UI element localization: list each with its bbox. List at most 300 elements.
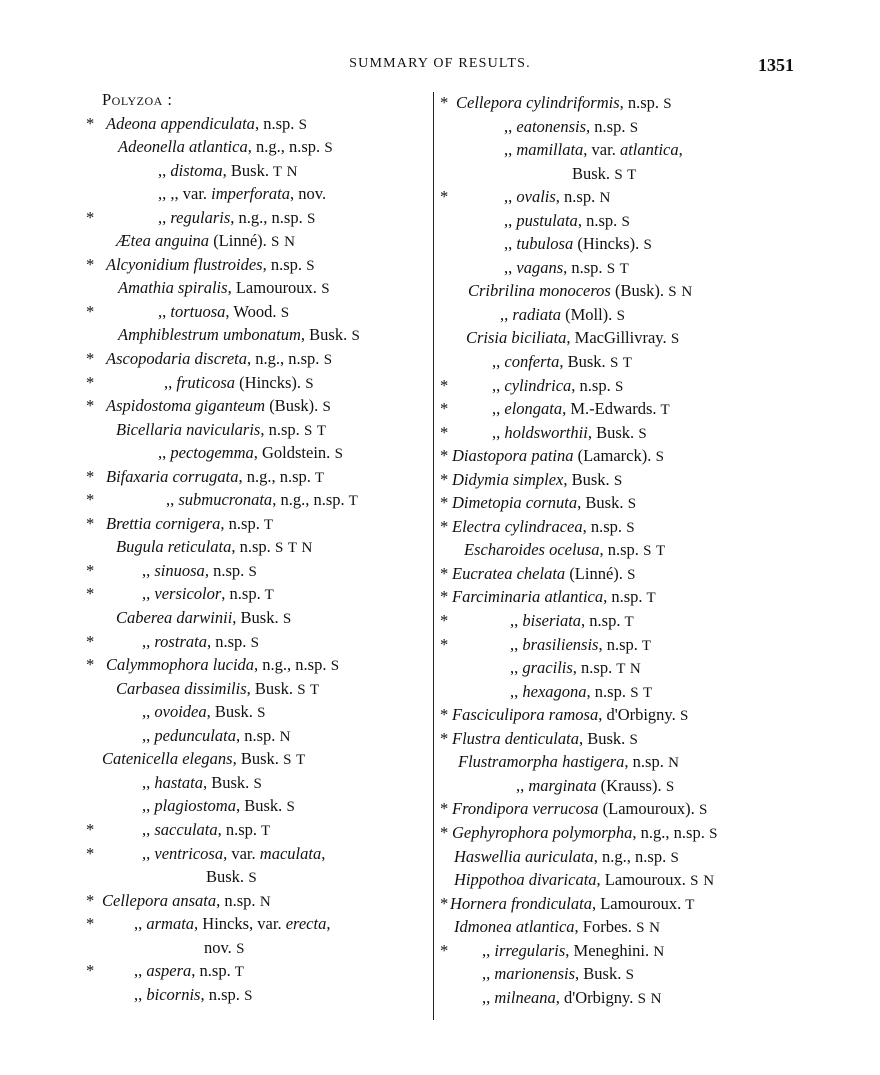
entry-row — [86, 724, 432, 748]
authority: , Lamouroux. — [596, 870, 686, 890]
locality-codes: S T — [278, 752, 306, 769]
authority-suffix: , — [321, 843, 326, 863]
authority: (Hincks). — [235, 372, 302, 392]
locality-codes: N — [663, 755, 680, 772]
authority: , n.g., n.sp. — [238, 466, 311, 486]
genus-name: Brettia — [106, 513, 156, 533]
entry-text — [510, 609, 634, 635]
entry-row — [86, 959, 432, 983]
entry-text — [142, 630, 259, 656]
entry-row — [86, 512, 432, 536]
locality-codes: S — [625, 731, 639, 748]
species-name: brasiliensis — [522, 634, 599, 654]
entry-text — [134, 912, 330, 936]
locality-codes: S — [347, 328, 361, 345]
locality-codes: S T — [625, 684, 653, 701]
species-name: tortuosa — [170, 301, 226, 321]
locality-codes: S T — [638, 543, 666, 560]
entry-row — [86, 983, 432, 1007]
new-record-asterisk: * — [86, 560, 95, 580]
authority: , Lamouroux. — [227, 278, 317, 298]
entry-row — [440, 185, 800, 209]
entry-text — [166, 488, 358, 514]
species-name: marginata — [528, 775, 597, 795]
authority: , M.-Edwards. — [562, 399, 657, 419]
authority: , var. — [583, 140, 620, 160]
ditto-mark: ,, — [504, 140, 517, 160]
species-name: ventricosa — [154, 843, 224, 863]
genus-name: Adeonella — [118, 137, 190, 157]
locality-codes: S — [294, 116, 308, 133]
ditto-mark: ,, — [504, 116, 517, 136]
genus-name: Amathia — [118, 278, 179, 298]
entry-row — [86, 300, 432, 324]
species-name: spiralis — [178, 278, 228, 298]
species-name: distoma — [170, 160, 223, 180]
new-record-asterisk: * — [440, 611, 449, 631]
entry-text — [106, 653, 340, 679]
ditto-mark: ,, — [134, 961, 147, 981]
entry-row — [440, 727, 800, 751]
authority: , n.sp. — [624, 752, 664, 772]
locality-codes: S — [666, 849, 680, 866]
locality-codes: S — [326, 658, 340, 675]
entry-text — [450, 892, 695, 918]
new-record-asterisk: * — [86, 914, 95, 934]
species-name: pedunculata — [154, 725, 236, 745]
entry-text — [454, 915, 661, 941]
genus-name: Adeona — [106, 113, 161, 133]
genus-name: Escharoides — [464, 540, 550, 560]
entry-row — [440, 821, 800, 845]
entry-row — [86, 323, 432, 347]
ditto-mark: ,, — [142, 796, 155, 816]
entry-row — [440, 703, 800, 727]
entry-text — [116, 677, 320, 703]
entry-row — [86, 253, 432, 277]
species-name: radiata — [512, 304, 561, 324]
authority: , n.sp. — [204, 560, 245, 580]
authority: , n.sp. — [260, 419, 300, 439]
genus-name: Frondipora — [452, 799, 533, 819]
authority: (Moll). — [560, 304, 613, 324]
entry-row — [86, 936, 432, 960]
entry-text — [142, 842, 325, 866]
authority: , n.sp. — [619, 93, 660, 112]
entry-row — [86, 488, 432, 512]
left-column — [86, 88, 432, 1006]
species-name: navicularis — [186, 419, 261, 439]
new-record-asterisk: * — [86, 113, 95, 133]
locality-codes: S — [634, 425, 648, 442]
entry-row — [440, 845, 800, 869]
genus-name: Idmonea — [454, 917, 516, 937]
authority: , n.sp. — [586, 681, 626, 701]
new-record-asterisk: * — [440, 493, 449, 513]
genus-name: Farciminaria — [452, 587, 545, 607]
entry-text — [452, 727, 638, 753]
species-name: rostrata — [154, 631, 207, 651]
entry-row — [86, 135, 432, 159]
new-record-asterisk: * — [440, 634, 449, 654]
genus-name: Caberea — [116, 608, 177, 628]
authority: , n.g., n.sp. — [254, 655, 327, 675]
locality-codes: S — [610, 378, 624, 395]
species-name: tubulosa — [516, 234, 574, 254]
new-record-asterisk: * — [86, 513, 95, 533]
locality-codes: T — [260, 587, 275, 604]
locality-codes: T — [257, 822, 271, 839]
authority: (Lamouroux). — [598, 799, 695, 819]
new-record-asterisk: * — [440, 375, 449, 395]
entry-text — [452, 468, 623, 494]
authority: , Wood. — [225, 301, 277, 321]
genus-name: Didymia — [452, 469, 513, 489]
entry-text — [516, 774, 675, 800]
authority: Busk. — [572, 163, 611, 183]
ditto-mark: ,, — [504, 234, 517, 254]
new-record-asterisk: * — [440, 399, 449, 419]
entry-text — [116, 418, 327, 444]
genus-name: Bugula — [116, 537, 168, 557]
species-name: marionensis — [494, 964, 576, 984]
authority: , n.sp. — [572, 658, 613, 678]
ditto-mark: ,, — [166, 490, 179, 510]
variety-name: maculata — [259, 843, 322, 863]
entry-row — [440, 750, 800, 774]
species-name: monoceros — [539, 281, 611, 301]
ditto-mark: ,, — [504, 210, 517, 230]
entry-row — [440, 609, 800, 633]
locality-codes: S — [639, 237, 653, 254]
ditto-mark: ,, — [142, 843, 155, 863]
ditto-mark: ,, — [134, 914, 147, 934]
column-divider — [433, 92, 434, 1020]
genus-name: Cribrilina — [468, 281, 540, 301]
locality-codes: S — [318, 399, 332, 416]
authority: (Linné). — [565, 563, 623, 583]
new-record-asterisk: * — [86, 466, 95, 486]
species-name: biciliata — [511, 328, 567, 348]
entry-text — [142, 771, 262, 797]
entry-text — [482, 986, 662, 1012]
locality-codes: S — [278, 611, 292, 628]
species-name: mamillata — [516, 140, 584, 160]
entry-text — [452, 444, 664, 470]
new-record-asterisk: * — [440, 705, 449, 725]
locality-codes: S — [320, 140, 334, 157]
new-record-asterisk: * — [86, 254, 95, 274]
locality-codes: S — [302, 257, 316, 274]
entry-text — [106, 347, 333, 373]
species-name: cylindrica — [504, 375, 572, 395]
locality-codes: S — [319, 352, 333, 369]
ditto-mark: ,, ,, — [158, 184, 183, 204]
species-name: anguina — [154, 231, 210, 251]
locality-codes: T — [259, 516, 274, 533]
entry-row — [440, 397, 800, 421]
locality-codes: S N — [685, 873, 715, 890]
entry-text — [142, 794, 295, 820]
genus-name: Flustramorpha — [458, 752, 563, 772]
entry-row — [86, 418, 432, 442]
authority: , n.g., n.sp. — [632, 822, 705, 842]
page-number: 1351 — [758, 55, 794, 75]
ditto-mark: ,, — [142, 819, 155, 839]
new-record-asterisk: * — [440, 446, 449, 466]
ditto-mark: ,, — [510, 634, 523, 654]
entry-row — [440, 256, 800, 280]
species-name: frondiculata — [510, 893, 592, 913]
species-name: pectogemma — [170, 443, 254, 463]
locality-codes: S — [651, 449, 665, 466]
entry-text — [572, 162, 637, 188]
ditto-mark: ,, — [142, 631, 155, 651]
genus-name: Ætea — [116, 231, 155, 251]
new-record-asterisk: * — [86, 301, 95, 321]
locality-codes: S N — [266, 234, 296, 251]
species-name: auriculata — [525, 846, 594, 866]
species-name: denticulata — [504, 728, 579, 748]
locality-codes: S — [244, 870, 258, 887]
right-column — [440, 91, 800, 1009]
entry-row — [440, 421, 800, 445]
authority: , Busk. — [232, 749, 279, 769]
entry-text — [204, 936, 245, 962]
locality-codes: S — [694, 802, 708, 819]
entry-row — [440, 939, 800, 963]
variety-name: imperforata — [211, 184, 291, 204]
locality-codes: S — [330, 446, 344, 463]
locality-codes: S — [704, 825, 718, 842]
entry-text — [454, 868, 715, 894]
entry-text — [158, 441, 343, 467]
genus-name: Ascopodaria — [106, 349, 195, 369]
entry-text — [464, 538, 666, 564]
locality-codes: N — [275, 728, 291, 745]
authority: , d'Orbigny. — [598, 705, 676, 725]
section-heading: Polyzoa : — [102, 90, 173, 109]
authority: , Busk. — [206, 702, 253, 722]
entry-text — [106, 465, 325, 491]
authority: , n.g., n.sp. — [593, 846, 667, 866]
authority: , d'Orbigny. — [555, 987, 634, 1007]
authority: , Busk. — [577, 493, 624, 513]
entry-row — [86, 794, 432, 818]
locality-codes: S — [666, 331, 680, 348]
entry-text — [142, 582, 274, 608]
authority: , n.sp. — [217, 819, 258, 839]
authority: , Busk. — [202, 772, 250, 792]
entry-text — [206, 865, 257, 891]
entry-text — [118, 276, 330, 302]
entry-row — [440, 491, 800, 515]
ditto-mark: ,, — [142, 772, 155, 792]
species-name: reticulata — [167, 537, 232, 557]
entry-row — [440, 892, 800, 916]
new-record-asterisk: * — [86, 396, 95, 416]
variety-name: erecta — [285, 914, 327, 934]
species-name: conferta — [504, 352, 560, 372]
entry-row — [86, 889, 432, 913]
entry-row — [86, 112, 432, 136]
authority: , Busk. — [559, 352, 606, 372]
ditto-mark: ,, — [164, 372, 177, 392]
ditto-mark: ,, — [500, 304, 513, 324]
locality-codes: N — [649, 943, 665, 960]
new-record-asterisk: * — [86, 843, 95, 863]
entry-text — [504, 138, 683, 162]
locality-codes: S — [621, 967, 635, 984]
locality-codes: S — [282, 799, 296, 816]
locality-codes: T N — [268, 163, 298, 180]
authority: , Hincks, var. — [194, 914, 286, 934]
new-record-asterisk: * — [440, 822, 449, 842]
locality-codes: S — [661, 778, 675, 795]
entry-row — [440, 91, 800, 115]
species-name: chelata — [516, 563, 566, 583]
authority: , Busk. — [575, 964, 622, 984]
ditto-mark: ,, — [492, 352, 505, 372]
locality-codes: S — [617, 213, 631, 230]
authority: , n.sp. — [262, 254, 303, 274]
species-name: holdsworthii — [504, 422, 588, 442]
locality-codes: T — [310, 469, 325, 486]
genus-name: Dimetopia — [452, 493, 526, 513]
authority-suffix: , nov. — [290, 184, 327, 204]
locality-codes: T N — [612, 661, 642, 678]
entry-row — [440, 374, 800, 398]
ditto-mark: ,, — [504, 257, 517, 277]
genus-name: Bicellaria — [116, 419, 187, 439]
locality-codes: S — [622, 519, 636, 536]
entry-row — [86, 182, 432, 206]
entry-text — [116, 535, 313, 561]
ditto-mark: ,, — [510, 681, 523, 701]
species-name: appendiculata — [160, 113, 255, 133]
authority: (Busk). — [610, 281, 665, 301]
entry-row — [440, 232, 800, 256]
entry-text — [118, 135, 333, 161]
authority: , n.sp. — [235, 725, 276, 745]
ditto-mark: ,, — [510, 611, 523, 631]
entry-row — [86, 818, 432, 842]
entry-text — [482, 962, 634, 988]
authority: , n.sp. — [598, 634, 638, 654]
entry-row — [86, 371, 432, 395]
entry-text — [492, 374, 624, 400]
authority: , n.g., n.sp. — [230, 207, 303, 227]
genus-name: Hornera — [450, 893, 511, 913]
authority: , Busk. — [235, 796, 283, 816]
entry-text — [106, 512, 274, 538]
genus-name: Carbasea — [116, 678, 185, 698]
species-name: submucronata — [178, 490, 273, 510]
authority: (Lamarck). — [573, 446, 652, 466]
authority: , n.sp. — [603, 587, 643, 607]
species-name: ovalis — [516, 187, 556, 207]
species-name: patina — [531, 446, 574, 466]
entry-text — [468, 279, 693, 305]
authority: , n.sp. — [563, 257, 603, 277]
entry-row — [440, 303, 800, 327]
authority: Busk. — [206, 867, 245, 887]
genus-name: Hippothoa — [454, 870, 529, 890]
species-name: cornuta — [525, 493, 578, 513]
locality-codes: S — [276, 304, 290, 321]
entry-text — [102, 747, 306, 773]
new-record-asterisk: * — [86, 819, 95, 839]
entry-text — [492, 421, 647, 447]
ditto-mark: ,, — [510, 658, 523, 678]
entry-row — [440, 562, 800, 586]
new-record-asterisk: * — [86, 631, 95, 651]
authority: , Busk. — [587, 422, 635, 442]
species-name: divaricata — [528, 870, 597, 890]
authority: , n.sp. — [206, 631, 247, 651]
entry-row — [86, 912, 432, 936]
species-name: giganteum — [195, 396, 266, 416]
entry-row — [440, 797, 800, 821]
entry-text — [504, 115, 639, 141]
species-name: plagiostoma — [154, 796, 236, 816]
locality-codes: S — [239, 987, 253, 1004]
species-name: hastata — [154, 772, 203, 792]
authority: , Busk. — [300, 325, 348, 345]
entry-text — [158, 300, 290, 326]
entry-text — [118, 323, 360, 349]
authority: , n.sp. — [581, 611, 621, 631]
locality-codes: N — [595, 190, 611, 207]
entry-row — [440, 680, 800, 704]
ditto-mark: ,, — [482, 940, 495, 960]
locality-codes: T — [637, 637, 652, 654]
species-name: atlantica — [515, 917, 575, 937]
species-name: biseriata — [522, 611, 582, 631]
entry-text — [482, 939, 665, 965]
authority: , n.sp. — [571, 375, 611, 395]
entry-text — [504, 256, 629, 282]
species-name: atlantica — [189, 137, 248, 157]
entry-row — [440, 209, 800, 233]
new-record-asterisk: * — [440, 728, 449, 748]
new-record-asterisk: * — [86, 961, 95, 981]
entry-row — [86, 582, 432, 606]
species-name: umbonatum — [222, 325, 301, 345]
species-name: elongata — [504, 399, 563, 419]
locality-codes: S — [246, 634, 260, 651]
entry-row — [86, 229, 432, 253]
species-name: cornigera — [155, 513, 221, 533]
species-name: ramosa — [548, 705, 599, 725]
locality-codes: S T — [610, 166, 637, 183]
entry-text — [102, 889, 271, 915]
species-name: regularis — [170, 207, 231, 227]
entry-row — [86, 535, 432, 559]
ditto-mark: ,, — [482, 964, 495, 984]
authority: , n.sp. — [586, 116, 626, 136]
locality-codes: S — [612, 307, 626, 324]
entry-row — [440, 515, 800, 539]
entry-row — [86, 465, 432, 489]
ditto-mark: ,, — [142, 702, 155, 722]
entry-text — [106, 112, 307, 138]
new-record-asterisk: * — [86, 584, 95, 604]
ditto-mark: ,, — [492, 399, 505, 419]
ditto-mark: ,, — [482, 987, 495, 1007]
new-record-asterisk: * — [440, 516, 449, 536]
entry-row — [440, 138, 800, 162]
